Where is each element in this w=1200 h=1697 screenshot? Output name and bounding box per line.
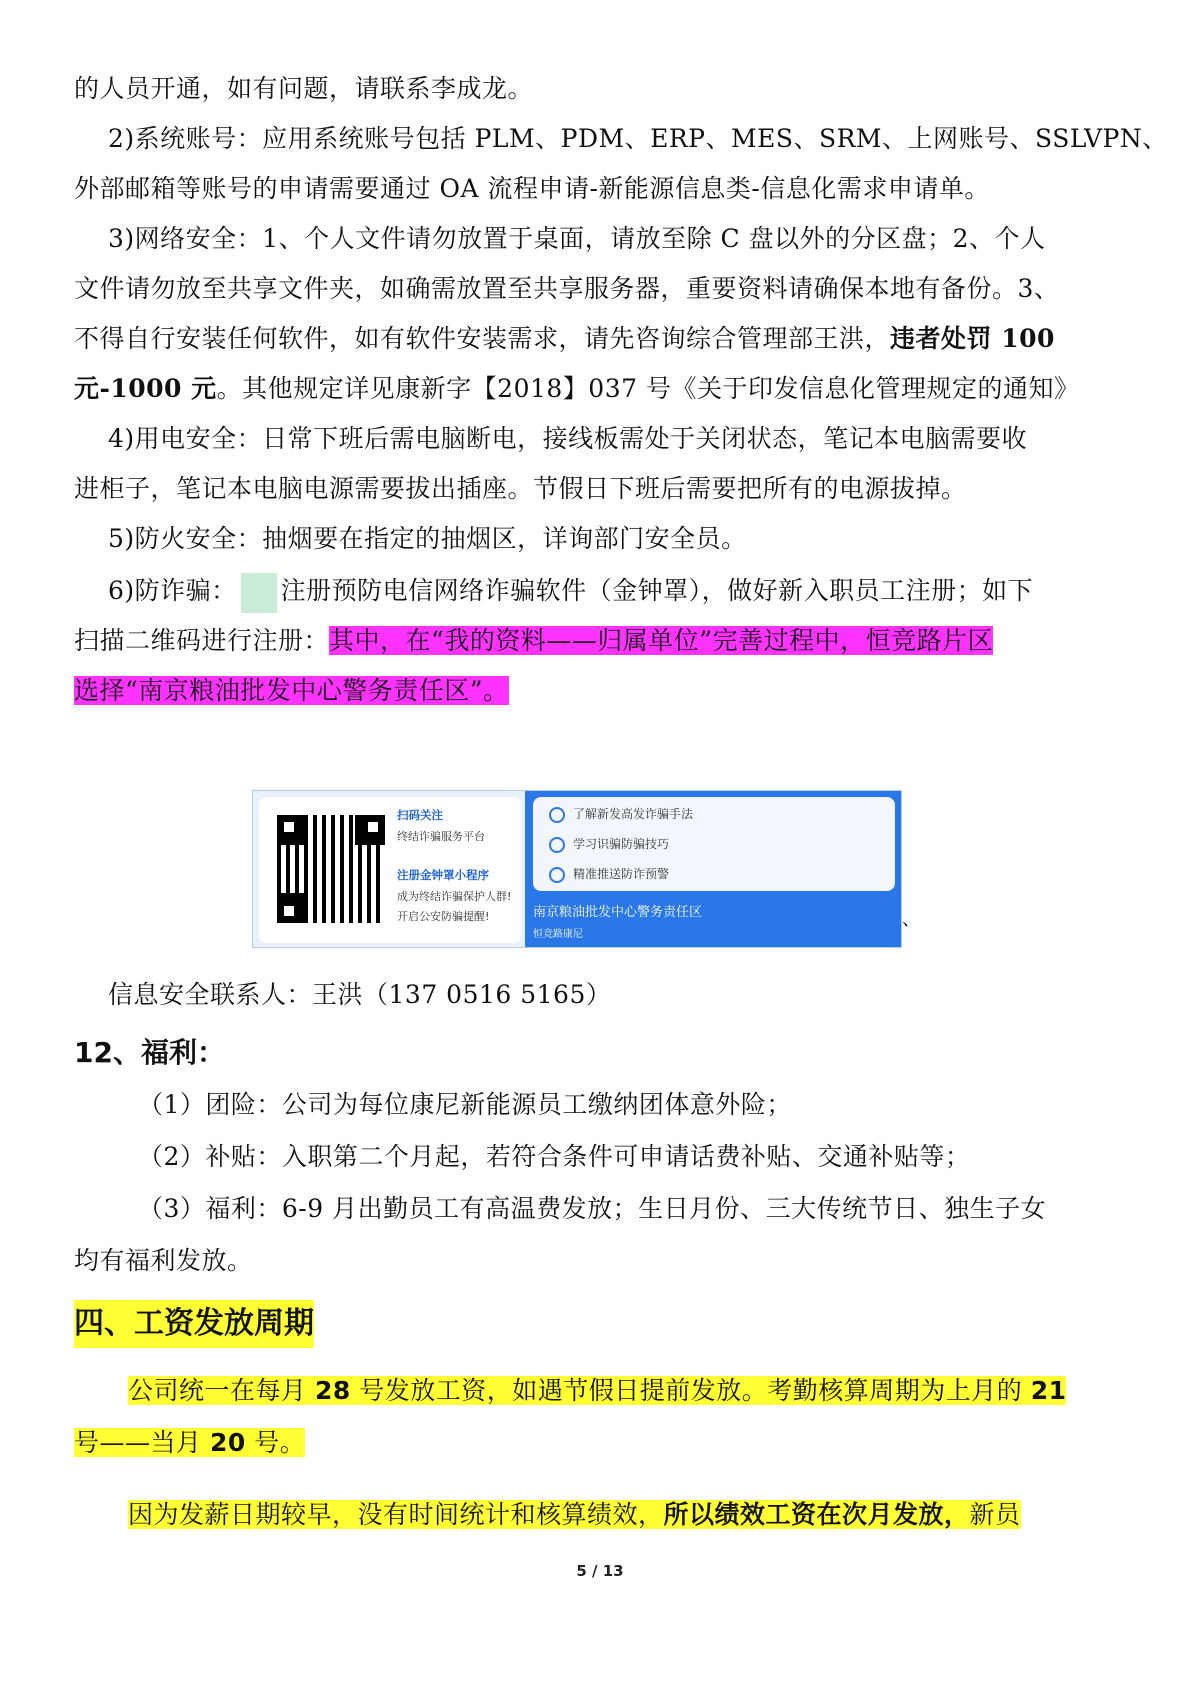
highlighted-text: 因为发薪日期较早，没有时间统计和核算绩效，所以绩效工资在次月发放，新员 <box>128 1500 1021 1529</box>
para-line: 4)用电安全：日常下班后需电脑断电，接线板需处于关闭状态，笔记本电脑需要收 <box>108 424 1028 453</box>
benefit-item: （1）团险：公司为每位康尼新能源员工缴纳团体意外险； <box>138 1090 792 1119</box>
bar-subtitle: 恒竞路康尼 <box>533 929 583 940</box>
envelope-icon <box>549 807 565 823</box>
benefit-item: （3）福利：6-9 月出勤员工有高温费发放；生日月份、三大传统节日、独生子女 <box>138 1194 1047 1223</box>
para-line <box>74 618 993 664</box>
para-line: 5)防火安全：抽烟要在指定的抽烟区，详询部门安全员。 <box>108 524 747 553</box>
feature-label: 学习识骗防骗技巧 <box>573 837 670 851</box>
scan-title: 扫码关注 <box>397 808 443 822</box>
salary-para <box>74 1420 305 1466</box>
text-span: 。其他规定详见康新字【2018】037 号《关于印发信息化管理规定的通知》 <box>216 374 1080 403</box>
redacted-block <box>241 573 277 613</box>
page-number: 5 / 13 <box>576 1562 624 1580</box>
qr-registration-image <box>252 790 902 948</box>
salary-para <box>128 1492 1021 1538</box>
trailing-mark: 、 <box>902 909 921 930</box>
para-line: 文件请勿放至共享文件夹，如确需放置至共享服务器，重要资料请确保本地有备份。3、 <box>74 274 1060 303</box>
feature-label: 精准推送防诈预警 <box>573 867 670 881</box>
highlighted-text: 选择“南京粮油批发中心警务责任区”。 <box>74 676 509 705</box>
para-line <box>108 568 1033 614</box>
para-line <box>74 316 1055 362</box>
qr-right-panel <box>525 791 902 948</box>
contact-line: 信息安全联系人：王洪（137 0516 5165） <box>108 980 612 1009</box>
section-heading: 四、工资发放周期 <box>74 1300 314 1348</box>
section-heading: 12、福利： <box>74 1036 225 1069</box>
para-line <box>74 668 509 714</box>
benefit-item: （2）补贴：入职第二个月起，若符合条件可申请话费补贴、交通补贴等； <box>138 1142 971 1171</box>
para-line: 进柜子，笔记本电脑电源需要拔出插座。节假日下班后需要把所有的电源拔掉。 <box>74 474 967 503</box>
register-subtitle: 开启公安防骗提醒! <box>397 910 490 923</box>
para-line: 外部邮箱等账号的申请需要通过 OA 流程申请-新能源信息类-信息化需求申请单。 <box>74 174 990 203</box>
bold-text: 元-1000 元 <box>74 374 217 403</box>
text-span: 6)防诈骗： <box>108 576 237 605</box>
highlighted-text: 其中，在“我的资料——归属单位”完善过程中，恒竞路片区 <box>329 626 994 655</box>
eye-icon <box>549 837 565 853</box>
text-span: 注册预防电信网络诈骗软件（金钟罩），做好新入职员工注册；如下 <box>280 576 1034 605</box>
text-span: 不得自行安装任何软件，如有软件安装需求，请先咨询综合管理部王洪， <box>74 324 891 353</box>
register-title: 注册金钟罩小程序 <box>397 868 489 882</box>
qr-code-icon <box>277 815 385 923</box>
text-span: 扫描二维码进行注册： <box>74 626 330 655</box>
feature-list <box>533 797 895 891</box>
feature-item <box>549 865 669 883</box>
benefit-item: 均有福利发放。 <box>74 1246 253 1275</box>
mail-icon <box>549 867 565 883</box>
bold-text: 违者处罚 100 <box>890 324 1055 353</box>
register-subtitle: 成为终结诈骗保护人群! <box>397 890 512 903</box>
highlighted-text: 号——当月 20 号。 <box>74 1428 306 1457</box>
para-line: 的人员开通，如有问题，请联系李成龙。 <box>74 74 534 103</box>
feature-item <box>549 805 693 823</box>
scan-subtitle: 终结诈骗服务平台 <box>397 830 485 843</box>
salary-para <box>128 1368 1066 1414</box>
highlighted-text: 公司统一在每月 28 号发放工资，如遇节假日提前发放。考勤核算周期为上月的 21 <box>128 1376 1067 1405</box>
qr-left-panel <box>259 797 521 943</box>
feature-item <box>549 835 669 853</box>
para-line <box>74 366 1079 412</box>
feature-label: 了解新发高发诈骗手法 <box>573 807 694 821</box>
bar-title: 南京粮油批发中心警务责任区 <box>533 905 703 920</box>
para-line: 3)网络安全：1、个人文件请勿放置于桌面，请放至除 C 盘以外的分区盘；2、个人 <box>108 224 1046 253</box>
para-line: 2)系统账号：应用系统账号包括 PLM、PDM、ERP、MES、SRM、上网账号、SSLVPN、 <box>108 124 1168 153</box>
